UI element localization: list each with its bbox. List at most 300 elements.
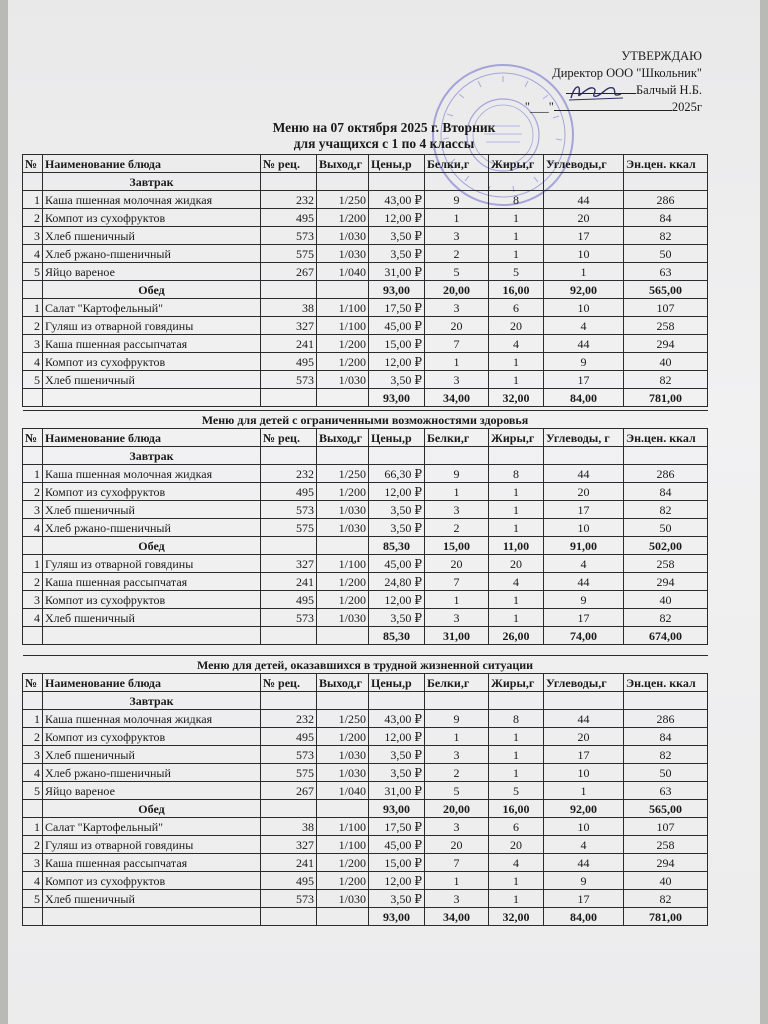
dish-name: Компот из сухофруктов (43, 872, 261, 890)
meal-label: Завтрак (43, 447, 261, 465)
fat-value: 1 (489, 501, 544, 519)
dish-name: Хлеб пшеничный (43, 371, 261, 389)
total-price: 85,30 (369, 627, 425, 645)
kcal-value: 107 (624, 818, 708, 836)
dish-number: 4 (23, 353, 43, 371)
total-carbs: 91,00 (544, 537, 624, 555)
dish-name: Яйцо вареное (43, 782, 261, 800)
protein-value: 9 (425, 465, 489, 483)
dish-number: 4 (23, 519, 43, 537)
recipe-number: 495 (261, 483, 317, 501)
carbs-value: 9 (544, 872, 624, 890)
total-fat: 26,00 (489, 627, 544, 645)
blank-cell (23, 447, 43, 465)
dish-name: Компот из сухофруктов (43, 728, 261, 746)
dish-name: Хлеб пшеничный (43, 227, 261, 245)
total-price: 93,00 (369, 389, 425, 407)
carbs-value: 9 (544, 353, 624, 371)
carbs-value: 17 (544, 501, 624, 519)
total-price: 85,30 (369, 537, 425, 555)
blank-cell (261, 537, 317, 555)
kcal-value: 258 (624, 555, 708, 573)
blank-cell (261, 447, 317, 465)
carbs-value: 10 (544, 245, 624, 263)
dish-row (23, 609, 708, 627)
column-header: Жиры,г (489, 674, 544, 692)
blank-cell (624, 692, 708, 710)
column-header: Углеводы,г (544, 155, 624, 173)
total-fat: 16,00 (489, 800, 544, 818)
protein-value: 2 (425, 245, 489, 263)
dish-price: 3,50 ₽ (369, 746, 425, 764)
fat-value: 1 (489, 728, 544, 746)
column-header: Жиры,г (489, 429, 544, 447)
kcal-value: 294 (624, 854, 708, 872)
dish-row (23, 191, 708, 209)
fat-value: 5 (489, 782, 544, 800)
kcal-value: 40 (624, 872, 708, 890)
recipe-number: 573 (261, 890, 317, 908)
dish-price: 45,00 ₽ (369, 555, 425, 573)
total-fat: 32,00 (489, 908, 544, 926)
dish-row (23, 263, 708, 281)
column-header: Наименование блюда (43, 674, 261, 692)
fat-value: 1 (489, 483, 544, 501)
carbs-value: 20 (544, 728, 624, 746)
column-header: Выход,г (317, 429, 369, 447)
dish-row (23, 317, 708, 335)
dish-number: 2 (23, 728, 43, 746)
protein-value: 1 (425, 728, 489, 746)
approval-name: Балчый Н.Б. (635, 83, 702, 97)
carbs-value: 20 (544, 209, 624, 227)
portion-weight: 1/200 (317, 209, 369, 227)
kcal-value: 84 (624, 209, 708, 227)
protein-value: 20 (425, 836, 489, 854)
recipe-number: 38 (261, 299, 317, 317)
recipe-number: 575 (261, 519, 317, 537)
blank-cell (317, 692, 369, 710)
blank-cell (23, 627, 43, 645)
protein-value: 1 (425, 872, 489, 890)
protein-value: 1 (425, 353, 489, 371)
fat-value: 1 (489, 371, 544, 389)
carbs-value: 10 (544, 764, 624, 782)
column-header: Белки,г (425, 155, 489, 173)
kcal-value: 82 (624, 371, 708, 389)
portion-weight: 1/030 (317, 890, 369, 908)
carbs-value: 10 (544, 818, 624, 836)
total-kcal: 781,00 (624, 389, 708, 407)
protein-value: 7 (425, 854, 489, 872)
blank-cell (317, 627, 369, 645)
date-line (554, 110, 672, 111)
recipe-number: 327 (261, 555, 317, 573)
dish-price: 24,80 ₽ (369, 573, 425, 591)
dish-number: 1 (23, 465, 43, 483)
protein-value: 7 (425, 573, 489, 591)
recipe-number: 575 (261, 245, 317, 263)
fat-value: 4 (489, 573, 544, 591)
column-header: Цены,р (369, 155, 425, 173)
carbs-value: 17 (544, 890, 624, 908)
blank-cell (43, 908, 261, 926)
kcal-value: 63 (624, 782, 708, 800)
kcal-value: 258 (624, 317, 708, 335)
blank-cell (317, 281, 369, 299)
dish-name: Салат "Картофельный" (43, 818, 261, 836)
dish-price: 3,50 ₽ (369, 245, 425, 263)
dish-number: 2 (23, 209, 43, 227)
section-title: Меню для детей, оказавшихся в трудной жизненной ситуации (23, 656, 708, 674)
dish-name: Каша пшенная рассыпчатая (43, 335, 261, 353)
portion-weight: 1/100 (317, 317, 369, 335)
menu-document (8, 0, 760, 1024)
dish-price: 12,00 ₽ (369, 209, 425, 227)
blank-cell (317, 800, 369, 818)
dish-number: 1 (23, 555, 43, 573)
dish-price: 31,00 ₽ (369, 263, 425, 281)
dish-number: 2 (23, 483, 43, 501)
dish-name: Компот из сухофруктов (43, 209, 261, 227)
column-header: Жиры,г (489, 155, 544, 173)
recipe-number: 267 (261, 782, 317, 800)
blank-cell (425, 173, 489, 191)
meal-label: Обед (43, 537, 261, 555)
blank-cell (23, 389, 43, 407)
portion-weight: 1/100 (317, 836, 369, 854)
column-header: Эн.цен. ккал (624, 429, 708, 447)
kcal-value: 82 (624, 501, 708, 519)
dish-price: 3,50 ₽ (369, 519, 425, 537)
fat-value: 1 (489, 227, 544, 245)
kcal-value: 82 (624, 746, 708, 764)
fat-value: 20 (489, 555, 544, 573)
total-kcal: 565,00 (624, 281, 708, 299)
kcal-value: 82 (624, 227, 708, 245)
table-header-row (23, 429, 708, 447)
approval-year: 2025г (671, 100, 702, 114)
blank-cell (23, 800, 43, 818)
dish-price: 3,50 ₽ (369, 890, 425, 908)
protein-value: 3 (425, 501, 489, 519)
total-carbs: 84,00 (544, 908, 624, 926)
kcal-value: 40 (624, 353, 708, 371)
kcal-value: 82 (624, 609, 708, 627)
portion-weight: 1/030 (317, 609, 369, 627)
carbs-value: 17 (544, 746, 624, 764)
dish-row (23, 746, 708, 764)
dish-row (23, 710, 708, 728)
fat-value: 8 (489, 710, 544, 728)
recipe-number: 495 (261, 728, 317, 746)
portion-weight: 1/030 (317, 764, 369, 782)
dish-name: Компот из сухофруктов (43, 483, 261, 501)
dish-price: 3,50 ₽ (369, 764, 425, 782)
total-protein: 20,00 (425, 281, 489, 299)
portion-weight: 1/040 (317, 782, 369, 800)
dish-row (23, 890, 708, 908)
portion-weight: 1/250 (317, 710, 369, 728)
approval-title: УТВЕРЖДАЮ (621, 49, 702, 63)
fat-value: 20 (489, 317, 544, 335)
dish-price: 43,00 ₽ (369, 191, 425, 209)
dish-row (23, 854, 708, 872)
lunch-label-totals-row (23, 281, 708, 299)
dish-name: Хлеб ржано-пшеничный (43, 519, 261, 537)
dish-name: Хлеб пшеничный (43, 890, 261, 908)
carbs-value: 44 (544, 710, 624, 728)
column-header: Белки,г (425, 674, 489, 692)
dish-number: 3 (23, 501, 43, 519)
fat-value: 6 (489, 299, 544, 317)
fat-value: 1 (489, 519, 544, 537)
recipe-number: 573 (261, 501, 317, 519)
portion-weight: 1/200 (317, 591, 369, 609)
total-kcal: 502,00 (624, 537, 708, 555)
carbs-value: 44 (544, 465, 624, 483)
dish-row (23, 519, 708, 537)
portion-weight: 1/200 (317, 335, 369, 353)
dish-row (23, 335, 708, 353)
dish-name: Компот из сухофруктов (43, 353, 261, 371)
fat-value: 1 (489, 209, 544, 227)
kcal-value: 258 (624, 836, 708, 854)
protein-value: 2 (425, 764, 489, 782)
recipe-number: 575 (261, 764, 317, 782)
dish-row (23, 371, 708, 389)
dish-name: Хлеб ржано-пшеничный (43, 764, 261, 782)
dish-price: 3,50 ₽ (369, 371, 425, 389)
protein-value: 1 (425, 209, 489, 227)
dish-name: Хлеб пшеничный (43, 746, 261, 764)
column-header: Углеводы, г (544, 429, 624, 447)
protein-value: 3 (425, 890, 489, 908)
recipe-number: 232 (261, 465, 317, 483)
title-line-2: для учащихся с 1 по 4 классы (293, 136, 475, 151)
carbs-value: 10 (544, 519, 624, 537)
dish-price: 15,00 ₽ (369, 854, 425, 872)
protein-value: 1 (425, 591, 489, 609)
dish-price: 45,00 ₽ (369, 836, 425, 854)
dish-row (23, 782, 708, 800)
carbs-value: 17 (544, 371, 624, 389)
dish-number: 5 (23, 371, 43, 389)
fat-value: 8 (489, 465, 544, 483)
breakfast-label-row (23, 692, 708, 710)
dish-price: 12,00 ₽ (369, 872, 425, 890)
dish-price: 45,00 ₽ (369, 317, 425, 335)
table-header-row (23, 674, 708, 692)
carbs-value: 1 (544, 782, 624, 800)
total-fat: 32,00 (489, 389, 544, 407)
blank-cell (261, 389, 317, 407)
dish-row (23, 555, 708, 573)
lunch-label-totals-row (23, 800, 708, 818)
dish-price: 12,00 ₽ (369, 728, 425, 746)
column-header: № рец. (261, 155, 317, 173)
dish-number: 2 (23, 317, 43, 335)
total-kcal: 674,00 (624, 627, 708, 645)
dish-number: 4 (23, 764, 43, 782)
kcal-value: 286 (624, 710, 708, 728)
blank-cell (23, 173, 43, 191)
blank-cell (425, 692, 489, 710)
section-title-row (23, 411, 708, 429)
dish-name: Каша пшенная молочная жидкая (43, 710, 261, 728)
recipe-number: 573 (261, 227, 317, 245)
carbs-value: 44 (544, 573, 624, 591)
protein-value: 20 (425, 555, 489, 573)
recipe-number: 241 (261, 573, 317, 591)
kcal-value: 50 (624, 764, 708, 782)
kcal-value: 84 (624, 728, 708, 746)
dish-number: 4 (23, 245, 43, 263)
column-header: № рец. (261, 674, 317, 692)
dish-number: 4 (23, 609, 43, 627)
protein-value: 3 (425, 818, 489, 836)
carbs-value: 44 (544, 191, 624, 209)
dish-row (23, 299, 708, 317)
column-header: Эн.цен. ккал (624, 674, 708, 692)
column-header: Выход,г (317, 674, 369, 692)
total-carbs: 74,00 (544, 627, 624, 645)
blank-cell (369, 173, 425, 191)
total-protein: 20,00 (425, 800, 489, 818)
dish-name: Каша пшенная молочная жидкая (43, 191, 261, 209)
blank-cell (261, 627, 317, 645)
carbs-value: 17 (544, 227, 624, 245)
dish-row (23, 573, 708, 591)
carbs-value: 10 (544, 299, 624, 317)
kcal-value: 40 (624, 591, 708, 609)
recipe-number: 573 (261, 371, 317, 389)
dish-price: 3,50 ₽ (369, 609, 425, 627)
total-fat: 16,00 (489, 281, 544, 299)
column-header: № (23, 155, 43, 173)
meal-label: Обед (43, 281, 261, 299)
kcal-value: 50 (624, 519, 708, 537)
dish-number: 1 (23, 191, 43, 209)
fat-value: 20 (489, 836, 544, 854)
dish-name: Компот из сухофруктов (43, 591, 261, 609)
portion-weight: 1/030 (317, 227, 369, 245)
column-header: Наименование блюда (43, 155, 261, 173)
protein-value: 3 (425, 746, 489, 764)
total-price: 93,00 (369, 800, 425, 818)
lunch-totals-row (23, 627, 708, 645)
dish-number: 5 (23, 890, 43, 908)
column-header: № (23, 674, 43, 692)
column-header: Эн.цен. ккал (624, 155, 708, 173)
blank-cell (544, 447, 624, 465)
recipe-number: 241 (261, 854, 317, 872)
total-protein: 31,00 (425, 627, 489, 645)
blank-cell (369, 692, 425, 710)
kcal-value: 50 (624, 245, 708, 263)
column-header: Цены,р (369, 429, 425, 447)
protein-value: 2 (425, 519, 489, 537)
blank-cell (317, 447, 369, 465)
total-kcal: 565,00 (624, 800, 708, 818)
dish-name: Каша пшенная рассыпчатая (43, 573, 261, 591)
protein-value: 20 (425, 317, 489, 335)
dish-row (23, 227, 708, 245)
fat-value: 5 (489, 263, 544, 281)
portion-weight: 1/100 (317, 299, 369, 317)
blank-cell (43, 389, 261, 407)
dish-name: Хлеб ржано-пшеничный (43, 245, 261, 263)
dish-number: 4 (23, 872, 43, 890)
portion-weight: 1/200 (317, 872, 369, 890)
blank-cell (489, 447, 544, 465)
carbs-value: 9 (544, 591, 624, 609)
fat-value: 1 (489, 245, 544, 263)
lunch-label-totals-row (23, 537, 708, 555)
blank-cell (317, 537, 369, 555)
dish-row (23, 483, 708, 501)
blank-cell (23, 692, 43, 710)
total-carbs: 92,00 (544, 281, 624, 299)
blank-cell (544, 173, 624, 191)
protein-value: 5 (425, 263, 489, 281)
portion-weight: 1/100 (317, 555, 369, 573)
recipe-number: 232 (261, 191, 317, 209)
dish-row (23, 836, 708, 854)
dish-number: 5 (23, 782, 43, 800)
portion-weight: 1/200 (317, 573, 369, 591)
kcal-value: 294 (624, 335, 708, 353)
fat-value: 8 (489, 191, 544, 209)
dish-row (23, 353, 708, 371)
dish-price: 66,30 ₽ (369, 465, 425, 483)
portion-weight: 1/030 (317, 501, 369, 519)
column-header: № рец. (261, 429, 317, 447)
blank-cell (624, 447, 708, 465)
total-protein: 34,00 (425, 389, 489, 407)
kcal-value: 63 (624, 263, 708, 281)
breakfast-label-row (23, 447, 708, 465)
portion-weight: 1/200 (317, 353, 369, 371)
dish-number: 1 (23, 710, 43, 728)
blank-cell (369, 447, 425, 465)
recipe-number: 267 (261, 263, 317, 281)
recipe-number: 495 (261, 872, 317, 890)
dish-number: 3 (23, 335, 43, 353)
portion-weight: 1/250 (317, 191, 369, 209)
dish-name: Гуляш из отварной говядины (43, 317, 261, 335)
portion-weight: 1/100 (317, 818, 369, 836)
recipe-number: 327 (261, 836, 317, 854)
blank-cell (261, 281, 317, 299)
dish-price: 31,00 ₽ (369, 782, 425, 800)
column-header: Белки,г (425, 429, 489, 447)
blank-cell (489, 692, 544, 710)
approval-date-quote: "___" (524, 100, 554, 114)
meal-label: Завтрак (43, 692, 261, 710)
dish-price: 17,50 ₽ (369, 299, 425, 317)
recipe-number: 495 (261, 209, 317, 227)
dish-number: 1 (23, 818, 43, 836)
section-title-row (23, 656, 708, 674)
dish-number: 2 (23, 573, 43, 591)
portion-weight: 1/040 (317, 263, 369, 281)
protein-value: 7 (425, 335, 489, 353)
title-line-1: Меню на 07 октября 2025 г. Вторник (272, 120, 496, 135)
portion-weight: 1/030 (317, 519, 369, 537)
blank-cell (261, 692, 317, 710)
dish-number: 3 (23, 591, 43, 609)
